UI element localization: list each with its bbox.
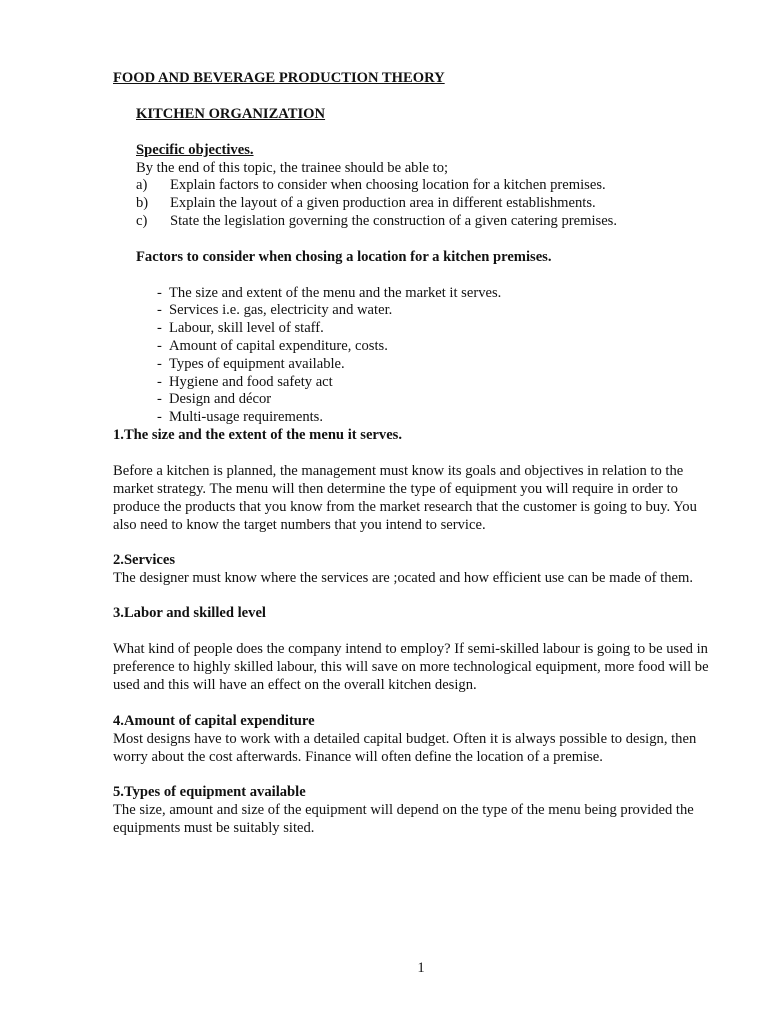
factor-item: - Amount of capital expenditure, costs. xyxy=(157,338,388,354)
factor-item: - Design and décor xyxy=(157,391,272,407)
objective-text: Explain the layout of a given production area in different establishments. xyxy=(170,195,596,211)
factors-heading: Factors to consider when chosing a location for a kitchen premises. xyxy=(136,249,552,265)
objective-item xyxy=(136,195,596,213)
objectives-heading: Specific objectives. xyxy=(136,142,254,158)
section-heading: 5.Types of equipment available xyxy=(113,784,306,800)
page-number: 1 xyxy=(417,960,425,976)
document-subtitle: KITCHEN ORGANIZATION xyxy=(136,106,326,122)
factor-item: - Services i.e. gas, electricity and water. xyxy=(157,302,393,318)
section-paragraph: Before a kitchen is planned, the management must know its goals and objectives in relation to the market strategy. The menu will then determine the type of equipment you will require in order to produce the products that you know from the market research that the customer is going to buy. You also need to know the target numbers that you intend to service. xyxy=(113,463,697,533)
factor-item: - Multi-usage requirements. xyxy=(157,409,324,425)
section-heading: 4.Amount of capital expenditure xyxy=(113,713,315,729)
objective-text: Explain factors to consider when choosing location for a kitchen premises. xyxy=(170,177,606,193)
objective-text: State the legislation governing the construction of a given catering premises. xyxy=(170,213,618,229)
objective-item xyxy=(136,177,606,195)
document-title: FOOD AND BEVERAGE PRODUCTION THEORY xyxy=(113,70,445,86)
section-heading: 1.The size and the extent of the menu it serves. xyxy=(113,427,402,443)
section-paragraph: The size, amount and size of the equipment will depend on the type of the menu being provided the equipments must be suitably sited. xyxy=(113,802,694,836)
section-paragraph: What kind of people does the company intend to employ? If semi-skilled labour is going to be used in preference to highly skilled labour, this will save on more technological equipment, more food will be used and this will have an effect on the overall kitchen design. xyxy=(113,641,709,693)
objective-label: c) xyxy=(136,213,148,229)
factor-item: - Labour, skill level of staff. xyxy=(157,320,324,336)
factor-item: - Hygiene and food safety act xyxy=(157,374,333,390)
objective-label: b) xyxy=(136,195,149,211)
section-heading: 3.Labor and skilled level xyxy=(113,605,266,621)
factor-item: - Types of equipment available. xyxy=(157,356,345,372)
objective-label: a) xyxy=(136,177,148,193)
section-heading: 2.Services xyxy=(113,552,176,568)
section-paragraph: Most designs have to work with a detailed capital budget. Often it is always possible to design, then worry about the cost afterwards. Finance will often define the location of a premise. xyxy=(113,731,697,765)
objective-item xyxy=(136,213,617,231)
factor-item: - The size and extent of the menu and the market it serves. xyxy=(157,285,502,301)
section-paragraph: The designer must know where the services are ;ocated and how efficient use can be made of them. xyxy=(113,570,694,586)
objectives-intro: By the end of this topic, the trainee should be able to; xyxy=(136,160,449,176)
